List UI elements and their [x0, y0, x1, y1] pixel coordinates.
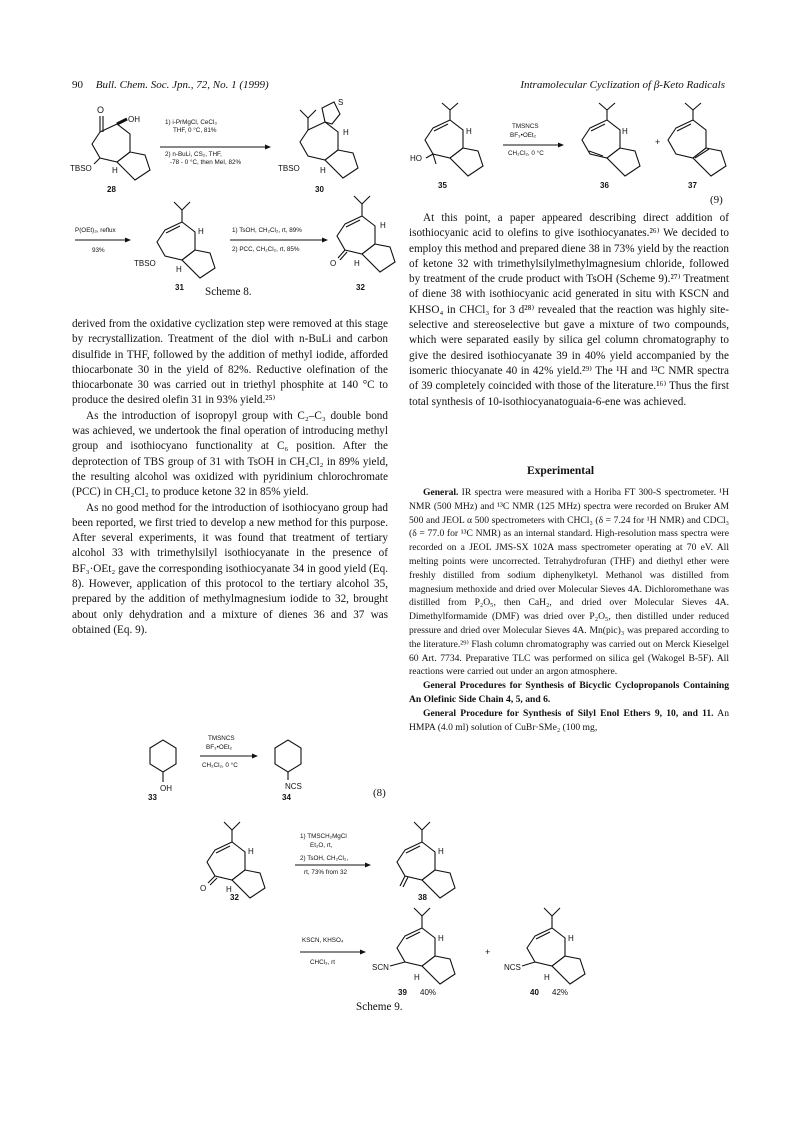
paragraph: derived from the oxidative cyclization step were removed at this stage by recrystallization. Treatment of the diol with n-BuLi and carbon disulfide in THF, followed by the addition of methyl iodide, afforded thiocarbonate 30 in the yield of 82%. Reductive olefination of the thiocarbonate 30 was carried out in triethyl phosphite at 140 °C to produce the desired olefin 31 in 93% yield.²⁵⁾ — [72, 318, 388, 407]
atom-h: H — [544, 973, 550, 982]
reagent-line: 1) TsOH, CH₂Cl₂, rt, 89% — [232, 227, 302, 234]
reagent-line: TMSNCS — [512, 123, 539, 130]
atom-h: H — [112, 166, 118, 175]
atom-ncs: NCS — [285, 782, 302, 791]
reagent-line: -78 - 0 °C, then MeI, 82% — [170, 159, 242, 166]
compound-32 — [200, 822, 265, 902]
reagent-line: KSCN, KHSO₄ — [302, 937, 344, 944]
compound-30 — [278, 98, 358, 194]
label-37: 37 — [688, 181, 697, 190]
atom-h: H — [226, 885, 232, 894]
compound-31 — [134, 202, 215, 292]
atom-h: H — [414, 973, 420, 982]
atom-ncs: NCS — [504, 963, 521, 972]
label-30: 30 — [315, 185, 324, 194]
equation-8-number: (8) — [373, 787, 386, 799]
label-33: 33 — [148, 793, 157, 802]
atom-o: O — [200, 884, 207, 893]
atom-h: H — [438, 934, 444, 943]
atom-h: H — [320, 166, 326, 175]
compound-37 — [668, 103, 726, 190]
reagent-line: 2) TsOH, CH₂Cl₂, — [300, 855, 349, 862]
label-35: 35 — [438, 181, 447, 190]
compound-32 — [330, 196, 395, 292]
atom-h: H — [466, 127, 472, 136]
reagent-line: BF₃•OEt₂ — [510, 132, 537, 139]
procedure-heading: General Procedures for Synthesis of Bicyclic Cyclopropanols Containing An Olefinic Side Chain 4, 5, and 6. — [409, 680, 729, 705]
label-40: 40 — [530, 988, 539, 997]
yield-39: 40% — [420, 988, 437, 997]
label-32: 32 — [230, 893, 239, 902]
reagent-line: P(OEt)₃, reflux — [75, 227, 116, 234]
paragraph: As the introduction of isopropyl group with C₂–C₃ double bond was achieved, we undertook the final operation of introducing methyl group and isothiocyano functionality at C₆ position. After the deprotection of TBS group of 31 with TsOH in CH₂Cl₂ in 89% yield, the resulting alcohol was oxidized with pyridinium chlorochromate (PCC) in CH₂Cl₂ to produce ketone 32 in 85% yield. — [72, 409, 388, 499]
reagent-line: CH₂Cl₂, 0 °C — [508, 150, 544, 157]
general-label: General. — [423, 487, 459, 498]
right-column — [409, 211, 729, 410]
label-28: 28 — [107, 185, 116, 194]
compound-36 — [582, 103, 640, 190]
reagent-line: CH₂Cl₂, 0 °C — [202, 762, 238, 769]
yield-40: 42% — [552, 988, 569, 997]
atom-h: H — [568, 934, 574, 943]
label-39: 39 — [398, 988, 407, 997]
reagent-line: TMSNCS — [208, 735, 235, 742]
experimental-section — [409, 486, 729, 734]
procedure-heading: General Procedure for Synthesis of Silyl Enol Ethers 9, 10, and 11. — [423, 707, 714, 719]
compound-28 — [70, 105, 150, 194]
scheme-9 — [200, 820, 610, 1000]
paragraph: At this point, a paper appeared describing direct addition of isothiocyanic acid to olefins to give isothiocyanates.²⁶⁾ We decided to employ this method and prepared diene 38 in 73% yield by the reaction of ketone 32 with trimethylsilylmethylmagnesium chloride, followed by treatment of the crude product with TsOH (Scheme 9).²⁷⁾ Treatment of diene 38 with isothiocyanic acid generated in situ with KSCN and KHSO₄ in CHCl₃ for 3 d²⁸⁾ revealed that the reaction was highly site-selective and stereoselective but gave a mixture of two compounds, which were separated easily by silica gel column chromatography to give the desired isothiocyanate 39 in 40% yield accompanied by the isomeric thiocyanate 40 in 42% yield.²⁹⁾ The ¹H and ¹³C NMR spectra of 39 completely coincided with those of the literature.¹⁶⁾ Thus the first total synthesis of 10-isothiocyanatoguaia-6-ene was achieved. — [409, 212, 729, 408]
compound-38 — [397, 822, 455, 902]
label-34: 34 — [282, 793, 291, 802]
journal-citation: Bull. Chem. Soc. Jpn., 72, No. 1 (1999) — [95, 79, 269, 91]
equation-9-number: (9) — [710, 194, 723, 206]
page-number: 90 — [72, 79, 83, 91]
atom-h: H — [248, 847, 254, 856]
atom-h: H — [198, 227, 204, 236]
atom-tbso: TBSO — [278, 164, 300, 173]
equation-9 — [408, 100, 728, 192]
label-36: 36 — [600, 181, 609, 190]
atom-tbso: TBSO — [134, 259, 156, 268]
atom-s: S — [338, 98, 344, 107]
reagent-line: 1) i-PrMgCl, CeCl₃ — [165, 119, 217, 126]
atom-ho: HO — [410, 154, 422, 163]
experimental-heading: Experimental — [527, 465, 595, 477]
reagent-line: CHCl₃, rt — [310, 959, 335, 966]
atom-o: O — [330, 259, 337, 268]
left-column — [72, 317, 388, 638]
atom-o: O — [97, 105, 105, 115]
atom-oh: OH — [128, 115, 140, 124]
running-header-left — [72, 79, 269, 91]
reagent-line: BF₃•OEt₂ — [206, 744, 233, 751]
scheme-8-caption: Scheme 8. — [205, 286, 252, 298]
atom-oh: OH — [160, 784, 172, 793]
compound-39 — [372, 908, 455, 997]
scheme-8 — [70, 100, 405, 300]
compound-34 — [275, 740, 302, 802]
reagent-line: Et₂O, rt, — [310, 842, 333, 849]
reagent-line: 1) TMSCH₂MgCl — [300, 833, 347, 840]
general-text: IR spectra were measured with a Horiba FT 300-S spectrometer. ¹H NMR (500 MHz) and ¹³C NMR (125 MHz) spectra were recorded on Bruker AM 500 and JEOL α 500 spectrometers with CHCl₃ (δ = 7.24 for ¹H NMR) and CDCl₃ (δ = 77.0 for ¹³C NMR) as an internal standard. High-resolution mass spectra were recorded on a JEOL JMS-SX 102A mass spectrometer operating at 70 eV. All melting points were uncorrected. Tetrahydrofuran (THF) and diethyl ether were freshly distilled from sodium diphenylketyl. Methanol was distilled from magnesium methoxide and dried over Molecular Sieves 4A. Dichloromethane was distilled from P₂O₅, then CaH₂, and dried over Molecular Sieves 4A. Dimethylformamide (DMF) was dried over P₂O₅, then distilled under reduced pressure and dried over Molecular Sieves 4A. Mn(pic)₃ was prepared according to the literature.²⁹⁾ Flash column chromatography was carried out on Merck Kieselgel 60 Art. 7734. Preparative TLC was performed on silica gel (Wakogel B-5F). All reactions were carried out under an argon atmosphere. — [409, 487, 729, 678]
reagent-line: THF, 0 °C, 81% — [173, 127, 217, 134]
yield-label: 93% — [92, 247, 105, 254]
plus-sign: + — [655, 137, 661, 147]
atom-tbso: TBSO — [70, 164, 92, 173]
reagent-line: rt, 73% from 32 — [304, 869, 348, 876]
compound-33 — [148, 740, 176, 802]
atom-h: H — [343, 128, 349, 137]
atom-h: H — [354, 259, 360, 268]
atom-h: H — [622, 127, 628, 136]
procedure-text: An HMPA (4.0 ml) solution of CuBr·SMe₂ (100 mg, — [409, 707, 729, 733]
atom-scn: SCN — [372, 963, 389, 972]
label-38: 38 — [418, 893, 427, 902]
label-32: 32 — [356, 283, 365, 292]
paragraph: As no good method for the introduction of isothiocyano group had been reported, we first tried to develop a new method for this purpose. After several experiments, it was found that treatment of tertiary alcohol 33 with trimethylsilyl isothiocyanate in the presence of BF₃·OEt₂ gave the corresponding isothiocyanate 34 in good yield (Eq. 8). However, application of this protocol to the tertiary alcohol 35, prepared by the addition of methylmagnesium iodide to 32, brought about only dehydration and a mixture of dienes 36 and 37 was obtained (Eq. 9). — [72, 501, 388, 636]
label-31: 31 — [175, 283, 184, 292]
plus-sign: + — [485, 947, 491, 957]
equation-8 — [130, 730, 390, 802]
compound-40 — [504, 908, 585, 997]
running-header-title: Intramolecular Cyclization of β-Keto Radicals — [520, 79, 725, 91]
atom-h: H — [380, 221, 386, 230]
reagent-line: 2) n-BuLi, CS₂, THF, — [165, 151, 222, 158]
reagent-line: 2) PCC, CH₂Cl₂, rt, 85% — [232, 246, 300, 253]
atom-h: H — [176, 265, 182, 274]
scheme-9-caption: Scheme 9. — [356, 1001, 403, 1013]
atom-h: H — [438, 847, 444, 856]
compound-35 — [410, 103, 483, 190]
